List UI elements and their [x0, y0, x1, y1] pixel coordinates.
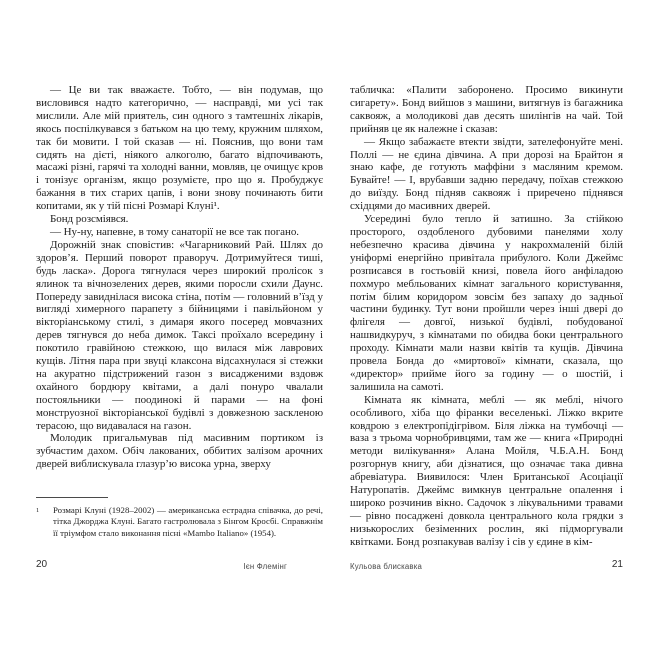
running-title-author: Ієн Флемінг — [243, 562, 287, 571]
paragraph: — Це ви так вважаєте. Тобто, — він подумав, що висловився надто категорично, — насправді, ми усі так мислили. Але мій приятель, син одного з тамтешніх лікарів, якось поспілкувався з батьком на цю тему, кружним шляхом, так би мовити. І той сказав — ні. Пояснив, що вони там сидять на дієті, ніякого алкоголю, багато відпочивають, масажі різні, гарячі та холодні ванни, мовляв, це очищує кров і тонізує організм, якщо розумієте, про що я. Пробуджує бажання в тих старих цапів, і вони знову починають бити копитами, як у тій пісні Розмарі Клуні¹. — [36, 84, 323, 213]
page-right-text — [350, 84, 623, 549]
footnote — [36, 497, 323, 539]
footnote-rule — [36, 497, 108, 498]
paragraph: Бонд розсміявся. — [50, 213, 129, 226]
paragraph: Дорожній знак сповістив: «Чагарниковий Рай. Шлях до здоров’я. Перший поворот праворуч. Дотримуйтеся тиші, будь ласка». Дорога тягнулася через широкий пролісок з ялинок та вічнозелених дерев, якими поросли схили Даунс. Попереду завиднілася висока стіна, потім — головний в’їзд у вигляді химерного парапету з бійницями і павільйоном у вікторіанському стилі, з димаря якого посеред мовчазних дерев тягнувся до неба димок. Таксі проїхало всередину і покотило гравійною стежкою, що вилася між лаврових кущів. Літня пара при звуці клаксона відсахнулася зі стежки на акуратно підстрижений газон з висадженими вздовж охайного бордюру квітами, а далі понуро чвалали постояльники — поодинокі й парами — на фоні монструозної вікторіанської будівлі з довжезною заскленою терасою, що видавалася на газон. — [36, 238, 323, 432]
paragraph: Молодик пригальмував під масивним портиком із зубчастим дахом. Обіч лакованих, оббитих залізом арочних дверей виблискувала глазур’ю висока урна, зверху — [36, 432, 323, 471]
paragraph: — Ну-ну, напевне, в тому санаторії не все так погано. — [50, 225, 299, 238]
page-left-text — [36, 84, 323, 471]
paragraph: Кімната як кімната, меблі — як меблі, нічого особливого, хіба що фіранки веселенькі. Ліжко вкрите ковдрою з електропідігрівом. Біля ліжка на тумбочці — ваза з трьома чорнобривцями, там же — книга «Природні методи вилікування» Алана Мойля, Ч.Б.А.Н. Бонд розгорнув книгу, аби дізнатися, що означає така дивна абревіатура. Виявилося: Член Британської Асоціації Натуропатів. Джеймс вимкнув центральне опалення і широко розчинив вікно. Садочок з лікувальними травами — рівно посаджені довкола центрального кола грядки з низькорослих безіменних рослин, які підморгували квітками. Бонд розпакував валізу і сів у єдине в кім- — [350, 393, 623, 548]
footnote-text: Розмарі Клуні (1928–2002) — американська естрадна співачка, до речі, тітка Джорджа Клуні. Багато гастролювала з Бінгом Кросбі. Справжнім її тріумфом стало виконання пісні «Mambo Italiano» (1954). — [53, 505, 323, 538]
footnote-marker: 1 — [36, 507, 40, 514]
paragraph: табличка: «Палити заборонено. Просимо викинути сигарету». Бонд вийшов з машини, витягнув із багажника саквояж, а молодикові дав десять шилінгів на чай. Той прийняв це як належне і сказав: — [350, 84, 623, 135]
paragraph: Усередині було тепло й затишно. За стійкою просторого, оздобленого дубовими панелями холу небезпечно красива дівчина у накрохмаленій білій уніформі енергійно привітала прибулого. Коли Джеймс розписався в гостьовій книзі, повела його анфіладою похмуро мебльованих кімнат загального користування, потім білим коридором зовсім без запаху до задньої частини будинку. Тут вони пройшли через інші двері до флігеля — довгої, низької будівлі, побудованої нашвидкуруч, з кімнатами по обидва боки центрального проходу. Кімнати мали назви квітів та кущів. Дівчина провела Бонда до «миртової» кімнати, сказала, що «директор» прийме його за годину — о шостій, і залишила на самоті. — [350, 213, 623, 393]
page-number-right: 21 — [611, 559, 623, 570]
paragraph: — Якщо забажаєте втекти звідти, зателефонуйте мені. Поллі — не єдина дівчина. А при дорозі на Брайтон я знаю кафе, де готують маффіни з масляним кремом. Бувайте! — І, врубавши задню передачу, поїхав стежкою до виїзду. Бонд підняв саквояж і приречено піднявся східцями до масивних дверей. — [350, 135, 623, 213]
running-title-book: Кульова блискавка — [350, 562, 423, 571]
page-number-left: 20 — [36, 559, 48, 570]
